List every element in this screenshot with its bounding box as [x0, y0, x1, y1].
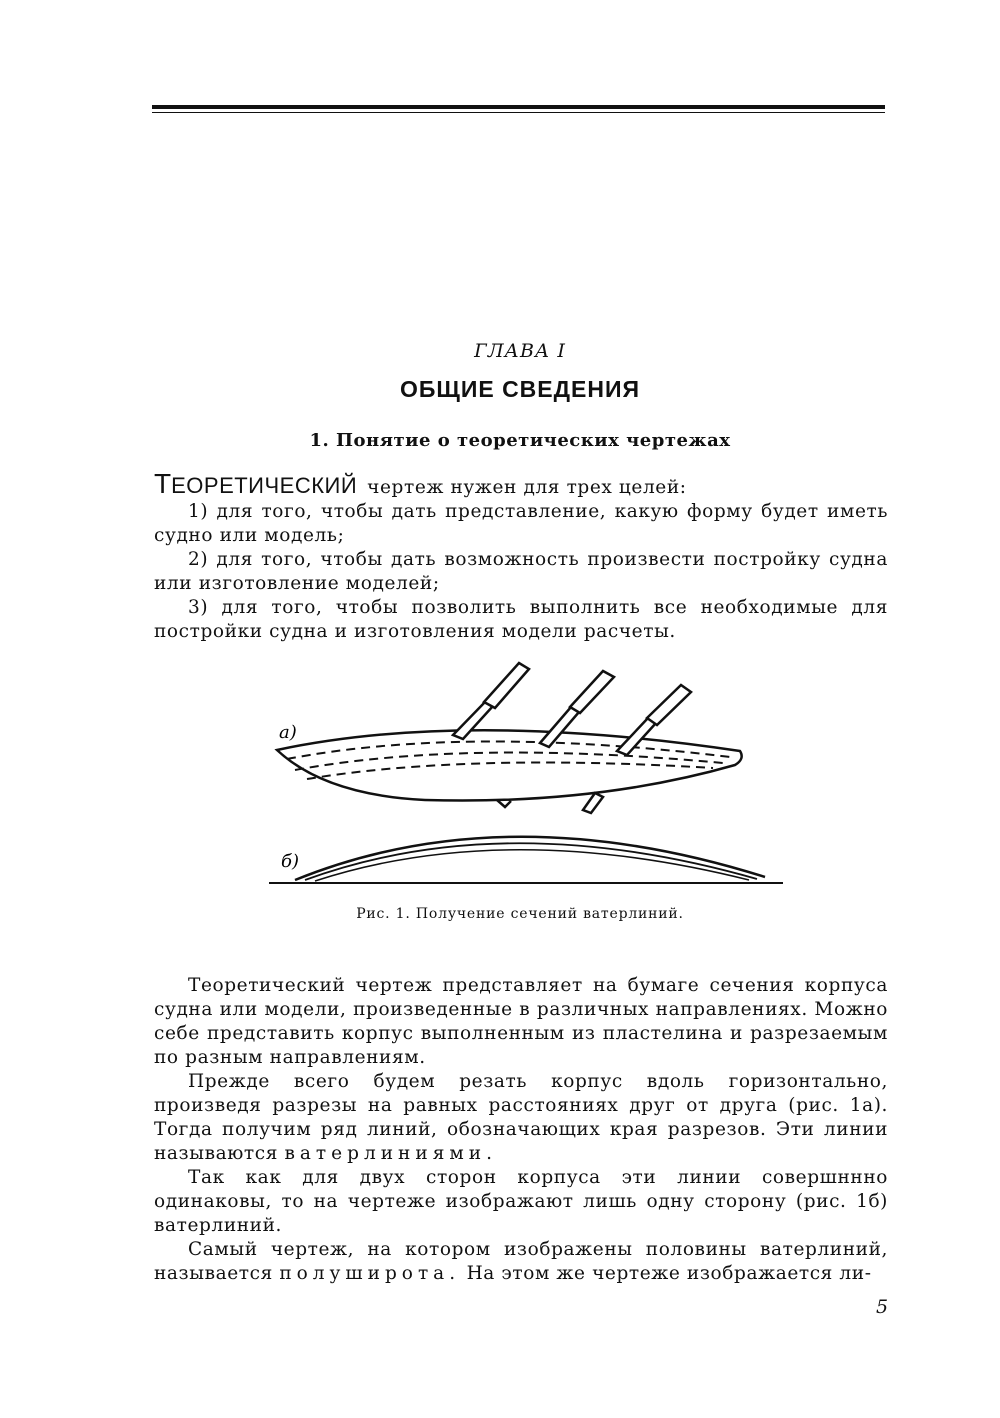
capitalized-word: ЕОРЕТИЧЕСКИЙ — [171, 473, 358, 498]
oar-1 — [453, 663, 529, 739]
top-rule-thick — [152, 105, 885, 109]
page-number: 5 — [876, 1296, 889, 1318]
intro-lead-line — [154, 468, 888, 500]
paragraph-text: На этом же чертеже изображается ли- — [460, 1263, 872, 1284]
intro-text — [154, 468, 888, 644]
term-half-breadth: полуширота. — [279, 1263, 461, 1284]
body-text — [154, 974, 888, 1286]
paragraph: Теоретический чертеж представляет на бумаге сечения корпуса судна или модели, произведенные в различных направлениях. Можно себе представить корпус выполненным из пластелина и разрезаемым по разным направлениям. — [154, 975, 888, 1068]
term-waterlines: ватерлиниями. — [284, 1143, 497, 1164]
drop-cap: Т — [154, 468, 172, 499]
figure-label-b: б) — [281, 851, 300, 872]
figure-caption: Рис. 1. Получение сечений ватерлиний. — [356, 906, 684, 922]
chapter-label: ГЛАВА I — [474, 340, 566, 362]
figure-label-a: а) — [279, 722, 297, 743]
paragraph — [154, 1070, 888, 1166]
lead-text: чертеж нужен для трех целей: — [367, 477, 687, 498]
paragraph-text: Прежде всего будем резать корпус вдоль горизонтально, произведя разрезы на равных расстояниях друг от друга (рис. 1а). Тогда получим ряд линий, обозначающих края разрезов. Эти линии называются — [154, 1071, 888, 1164]
figure-drawing — [265, 655, 795, 895]
chapter-title: ОБЩИЕ СВЕДЕНИЯ — [399, 376, 641, 402]
paragraph: Так как для двух сторон корпуса эти линии совершннно одинаковы, то на чертеже изображают лишь одну сторону (рис. 1б) ватерлиний. — [154, 1167, 888, 1236]
list-item: 2) для того, чтобы дать возможность произвести постройку судна или изготовление моделей; — [154, 549, 888, 594]
list-item: 3) для того, чтобы позволить выполнить все необходимые для постройки судна и изготовления модели расчеты. — [154, 597, 888, 642]
boat-hull — [277, 730, 742, 800]
section-title: 1. Понятие о теоретических чертежах — [309, 430, 731, 451]
list-item: 1) для того, чтобы дать представление, какую форму будет иметь судно или модель; — [154, 501, 888, 546]
waterline-plan — [269, 837, 783, 883]
paragraph-text: Самый чертеж, на котором изображены половины ватерлиний, называется — [154, 1239, 888, 1284]
paragraph — [154, 1238, 888, 1286]
top-rule-thin — [152, 112, 885, 113]
figure-boat-waterlines — [265, 655, 795, 895]
